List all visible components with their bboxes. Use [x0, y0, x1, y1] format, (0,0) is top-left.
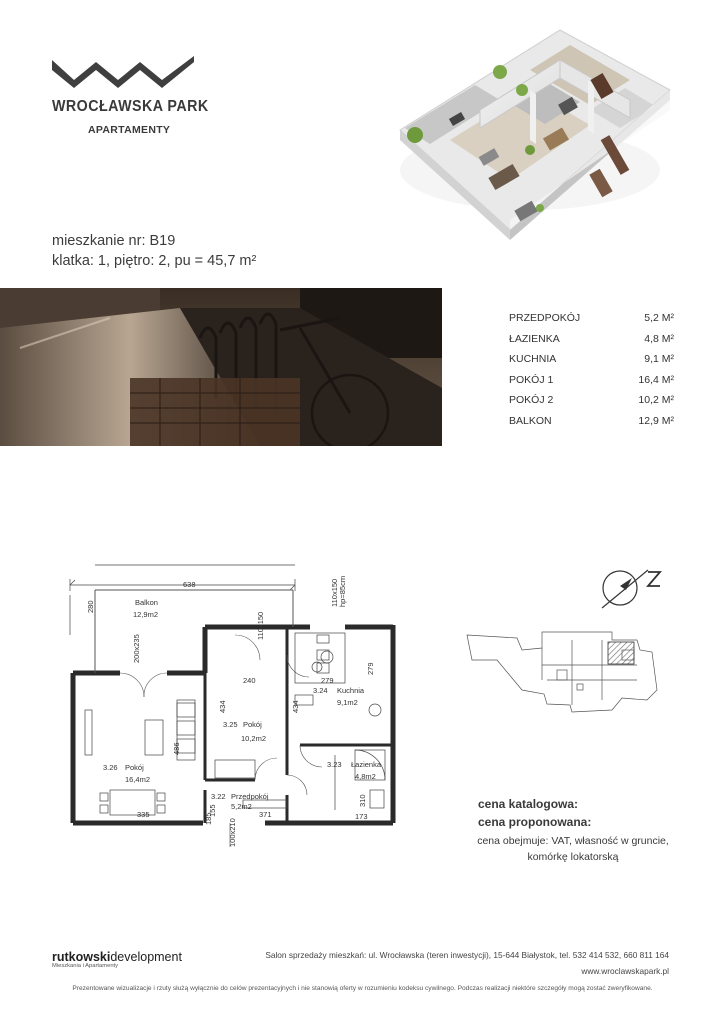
room-326-number: 3.26 — [103, 763, 118, 772]
room-row-przedpokoj: PRZEDPOKÓJ 5,2 M² — [509, 312, 674, 324]
compass-north-icon — [590, 560, 670, 615]
developer-subtitle: Mieszkania i Apartamenty — [52, 963, 119, 969]
dim-279b: 279 — [321, 676, 334, 685]
apartment-number: mieszkanie nr: B19 — [52, 233, 176, 249]
dim-279: 279 — [366, 662, 375, 675]
street-photo — [0, 288, 442, 446]
dim-window-a: 110x150 — [256, 611, 265, 640]
dim-434b: 434 — [291, 700, 300, 713]
room-325-area: 10,2m2 — [241, 734, 267, 743]
room-322-number: 3.22 — [211, 792, 226, 801]
dim-width: 638 — [183, 580, 196, 589]
disclaimer: Prezentowane wizualizacje i rzuty służą wyłącznie do celów prezentacyjnych i nie stanowią oferty w rozumieniu kodeksu cywilnego. Podczas realizacji niektóre szczegóły mogą zostać zweryfikowane. — [72, 985, 653, 992]
room-row-pokoj-1: POKÓJ 1 16,4 M² — [509, 373, 674, 386]
brand-name: WROCŁAWSKA PARK — [52, 98, 209, 115]
room-323-name: Łazienka — [351, 760, 382, 769]
sales-contact: Salon sprzedaży mieszkań: ul. Wrocławska (teren inwestycji), 15-644 Białystok, tel. 532 414 532, 660 811 164 — [265, 950, 669, 960]
dim-335: 335 — [137, 810, 150, 819]
dim-486: 486 — [172, 742, 181, 755]
developer-logo: rutkowskidevelopment — [52, 950, 182, 964]
brand-logo-icon — [52, 56, 194, 92]
dim-371: 371 — [259, 810, 272, 819]
room-326-name: Pokój — [125, 763, 144, 772]
room-row-kuchnia: KUCHNIA 9,1 M² — [509, 353, 674, 366]
apartment-details: klatka: 1, piętro: 2, pu = 45,7 m² — [52, 253, 257, 269]
dim-window-b-height: hp=85cm — [338, 575, 347, 607]
dim-185: 185 — [204, 812, 213, 825]
brand-subtitle: APARTAMENTY — [88, 124, 171, 136]
dim-entry-door: 100x210 — [228, 818, 237, 847]
catalog-price-label: cena katalogowa: — [478, 797, 579, 811]
price-includes: cena obejmuje: VAT, własność w gruncie, komórkę lokatorską — [477, 835, 669, 863]
room-322-name: Przedpokój — [231, 792, 269, 801]
room-row-lazienka: ŁAZIENKA 4,8 M² — [509, 332, 674, 345]
room-325-name: Pokój — [243, 720, 262, 729]
proposed-price-label: cena proponowana: — [478, 815, 592, 829]
room-area-list — [509, 312, 674, 436]
room-326-area: 16,4m2 — [125, 775, 151, 784]
dim-155: 155 — [208, 804, 217, 817]
dim-434: 434 — [218, 700, 227, 713]
room-322-area: 5,2m2 — [231, 802, 252, 811]
dim-window-b: 110x150 — [330, 578, 339, 607]
dim-310: 310 — [358, 794, 367, 807]
website-link[interactable]: www.wroclawskapark.pl — [581, 966, 669, 976]
room-row-balkon: BALKON 12,9 M² — [509, 414, 674, 427]
room-323-area: 4,8m2 — [355, 772, 376, 781]
building-key-plan — [462, 620, 672, 720]
floor-plan — [55, 555, 415, 855]
room-324-name: Kuchnia — [337, 686, 365, 695]
dim-door-balcony: 200x235 — [132, 634, 141, 663]
apartment-3d-render — [380, 20, 680, 245]
balcony-area: 12,9m2 — [133, 610, 159, 619]
dim-240: 240 — [243, 676, 256, 685]
dim-280: 280 — [86, 600, 95, 613]
room-324-area: 9,1m2 — [337, 698, 358, 707]
room-323-number: 3.23 — [327, 760, 342, 769]
room-325-number: 3.25 — [223, 720, 238, 729]
balcony-label: Balkon — [135, 598, 158, 607]
room-row-pokoj-2: POKÓJ 2 10,2 M² — [509, 394, 674, 407]
room-324-number: 3.24 — [313, 686, 328, 695]
dim-173: 173 — [355, 812, 368, 821]
